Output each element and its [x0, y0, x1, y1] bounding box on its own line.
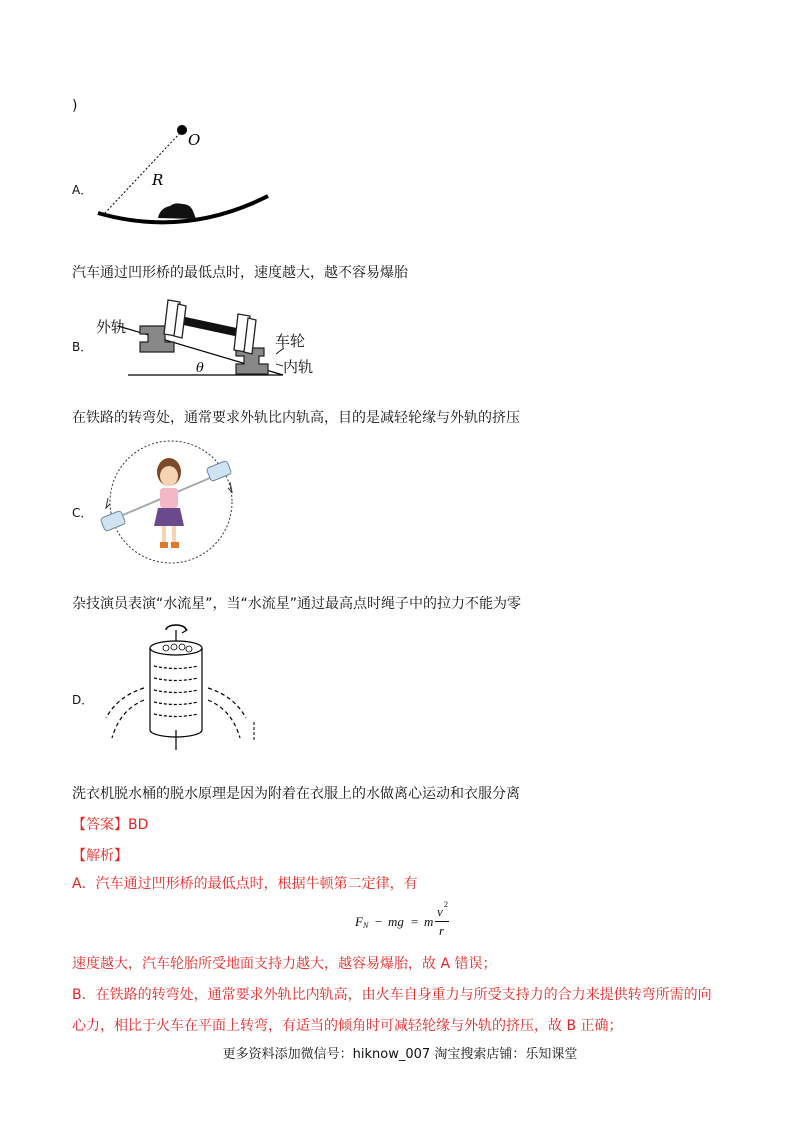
option-b-label: B．	[72, 340, 93, 354]
page-footer: 更多资料添加微信号：hiknow_007 淘宝搜索店铺：乐知课堂	[222, 1047, 578, 1062]
formula-minus: −	[375, 914, 383, 929]
formula-f: F	[355, 914, 363, 929]
question-stem-fragment: )	[72, 98, 78, 114]
formula-r: r	[439, 923, 445, 938]
answer-value: BD	[128, 817, 149, 833]
formula-fraction-bar	[435, 921, 449, 922]
direction-arrow-right	[228, 482, 232, 492]
concave-bridge-figure	[90, 118, 280, 228]
radius-line	[105, 133, 180, 213]
newton-formula	[355, 902, 475, 942]
inner-rail-pointer	[276, 364, 283, 366]
formula-mg: mg	[388, 914, 404, 929]
direction-arrow-left	[106, 498, 110, 508]
spin-dryer-figure	[100, 618, 262, 758]
girl-shoe-right	[171, 542, 179, 548]
drum-top	[150, 641, 202, 655]
analysis-line-a-conclusion: 速度越大，汽车轮胎所受地面支持力越大，越容易爆胎，故 A 错误；	[72, 956, 497, 972]
option-c-label: C．	[72, 506, 93, 520]
wheel-label: 车轮	[275, 332, 306, 350]
angle-theta-label: θ	[196, 361, 204, 376]
formula-equals: =	[411, 914, 419, 929]
option-a-caption: 汽车通过凹形桥的最低点时，速度越大，越不容易爆胎	[72, 265, 408, 281]
point-o-label: O	[188, 131, 201, 149]
option-a-label: A．	[72, 183, 93, 197]
drum-holes	[154, 666, 198, 717]
water-meteor-figure	[96, 438, 246, 568]
analysis-line-a: A．汽车通过凹形桥的最低点时，根据牛顿第二定律，有	[72, 876, 418, 892]
girl-shoe-left	[160, 542, 168, 548]
answer-line	[72, 815, 148, 835]
cup-right	[206, 460, 232, 481]
rotation-arrow	[166, 625, 186, 630]
formula-n-subscript: N	[363, 921, 369, 930]
analysis-line-b: B．在铁路的转弯处，通常要求外轨比内轨高，由火车自身重力与所受支持力的合力来提供转弯所需的向	[72, 987, 712, 1003]
radius-r-label: R	[152, 171, 164, 189]
center-point-o	[177, 125, 187, 135]
analysis-tag: 【解析】	[72, 848, 128, 864]
girl-shirt	[160, 488, 178, 508]
option-c-caption: 杂技演员表演“水流星”，当“水流星”通过最高点时绳子中的拉力不能为零	[72, 596, 522, 612]
girl-face	[160, 466, 178, 486]
option-d-label: D．	[72, 693, 94, 707]
option-d-caption: 洗衣机脱水桶的脱水原理是因为附着在衣服上的水做离心运动和衣服分离	[72, 786, 520, 802]
cup-left	[100, 510, 126, 531]
inner-rail-label: 内轨	[283, 358, 314, 376]
girl-skirt	[154, 508, 184, 526]
option-b-caption: 在铁路的转弯处，通常要求外轨比内轨高，目的是减轻轮缘与外轨的挤压	[72, 410, 520, 426]
formula-m: m	[424, 914, 434, 929]
outer-rail-label: 外轨	[96, 318, 127, 336]
analysis-line-b-conclusion: 心力，相比于火车在平面上转弯，有适当的倾角时可减轻轮缘与外轨的挤压，故 B 正确；	[72, 1018, 623, 1034]
formula-exponent: 2	[444, 900, 448, 909]
car-shape	[158, 203, 196, 219]
answer-tag: 【答案】	[72, 817, 128, 833]
formula-v: v	[437, 904, 443, 919]
